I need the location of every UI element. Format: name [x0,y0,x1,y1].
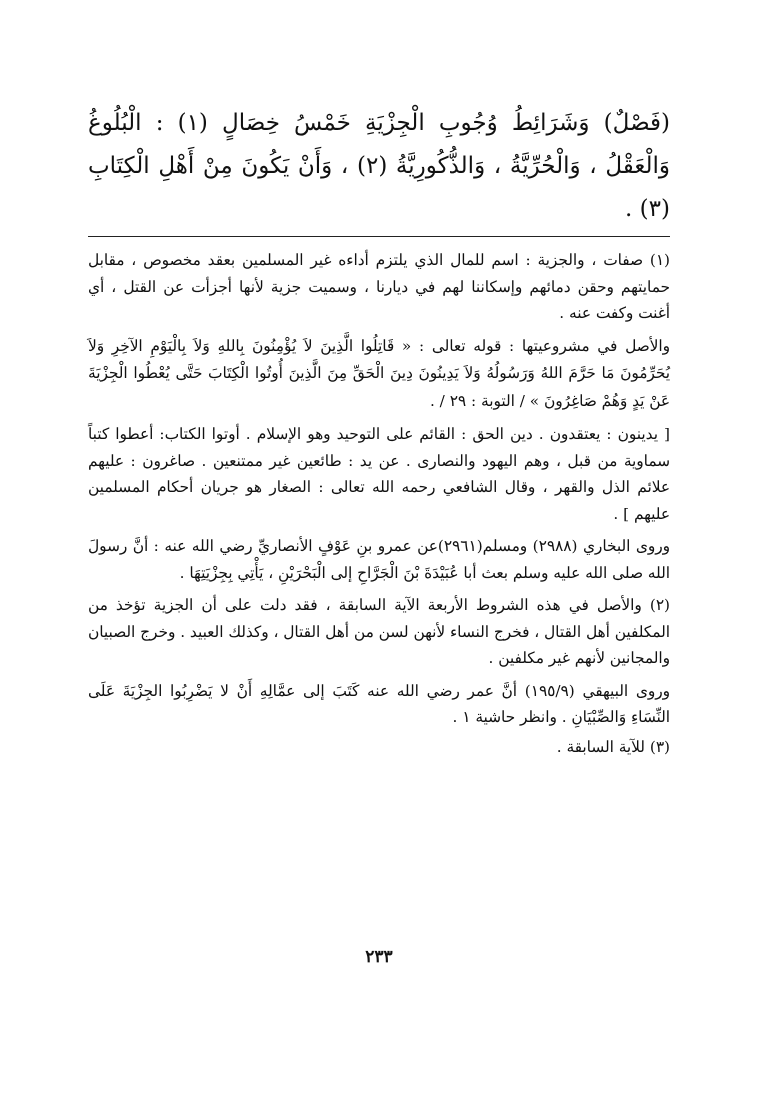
page-number: ٢٣٣ [365,947,393,967]
footnote-1-verse: والأصل في مشروعيتها : قوله تعالى : « قَاتِلُوا الَّذِينَ لاَ يُؤْمِنُونَ بِاللهِ وَلاَ بِالْيَوْمِ الآخِرِ وَلاَ يُحَرِّمُونَ مَا حَرَّمَ اللهُ وَرَسُولُهُ وَلاَ يَدِينُونَ دِينَ الْحَقِّ مِنَ الَّذِينَ أُوتُوا الْكِتَابَ حَتَّى يُعْطُوا الْجِزْيَةَ عَنْ يَدٍ وَهُمْ صَاغِرُونَ » / التوبة : ٢٩ / . [88,336,670,410]
footnote-2-bayhaqi: وروى البيهقي (١٩٥/٩) أنَّ عمر رضي الله عنه كَتَبَ إلى عمَّالِهِ أَنْ لا يَضْرِبُوا الجِزْيَةَ عَلَى النِّسَاءِ وَالصِّبْيَانِ . وانظر حاشية ١ . [88,681,670,726]
footnote-divider [88,236,670,237]
footnote-1-definition: (١) صفات ، والجزية : اسم للمال الذي يلتزم أداءه غير المسلمين بعقد مخصوص ، مقابل حمايتهم وحقن دمائهم وإسكاننا لهم في ديارنا ، وسميت جزية لأنها أجزأت عن القتل ، أي أغنت وكفت عنه . [88,251,670,322]
footnote-2: (٢) والأصل في هذه الشروط الأربعة الآية السابقة ، فقد دلت على أن الجزية تؤخذ من المكلفين أهل القتال ، فخرج النساء لأنهن لسن من أهل القتال ، وكذلك العبيد . وخرج الصبيان والمجانين لأنهم غير مكلفين . [88,596,670,667]
footnote-1-hadith: وروى البخاري (٢٩٨٨) ومسلم(٢٩٦١)عن عمرو بنِ عَوْفٍ الأنصاريِّ رضي الله عنه : أنَّ رسولَ الله صلى الله عليه وسلم بعث أبا عُبَيْدَةَ بْنَ الْجَرَّاحِ إلى الْبَحْرَيْنِ ، يَأْتِي بِجِزْيَتِهَا . [88,537,671,582]
footnote-1-gloss: [ يدينون : يعتقدون . دين الحق : القائم على التوحيد وهو الإسلام . أوتوا الكتاب: أعطوا كتباً سماوية من قبل ، وهم اليهود والنصارى . عن يد : طائعين غير ممتنعين . صاغرون : عليهم علائم الذل والقهر ، وقال الشافعي رحمه الله تعالى : الصغار هو جريان أحكام المسلمين عليهم ] . [88,425,670,523]
footnote-3: (٣) للآية السابقة . [556,737,670,756]
footnotes-section [88,247,670,763]
main-paragraph: (فَصْلٌ) وَشَرَائِطُ وُجُوبِ الْجِزْيَةِ خَمْسُ خِصَالٍ (١) : الْبُلُوغُ وَالْعَقْلُ ، وَالْحُرِّيَّةُ ، وَالذُّكُورِيَّةُ (٢) ، وَأَنْ يَكُونَ مِنْ أَهْلِ الْكِتَابِ (٣) . [88,110,670,222]
main-text [88,102,670,231]
